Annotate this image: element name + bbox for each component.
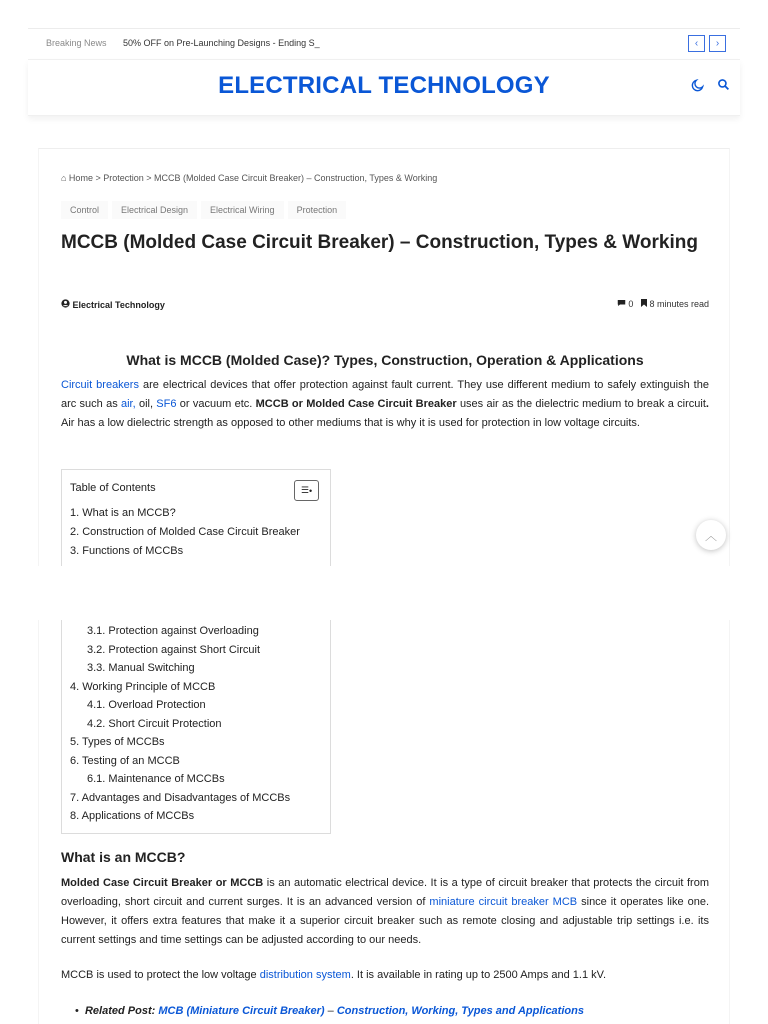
category-tag[interactable]: Protection (288, 201, 347, 219)
author[interactable] (61, 299, 165, 310)
toc-item[interactable]: 4.1. Overload Protection (87, 699, 206, 711)
dot-icon: • (308, 485, 313, 496)
toc-item[interactable]: 7. Advantages and Disadvantages of MCCBs (70, 791, 291, 804)
toc-item[interactable]: 1. What is an MCCB? (70, 507, 176, 519)
toc-item[interactable]: 5. Types of MCCBs (70, 736, 165, 748)
category-tag[interactable]: Electrical Wiring (201, 201, 284, 219)
section-text: MCCB is used to protect the low voltage (61, 969, 260, 981)
table-of-contents-continued (61, 620, 331, 834)
intro-text: are electrical devices that offer protection against fault current. They use different medium to safely extinguish the arc such as (61, 379, 709, 410)
breaking-news-bar (28, 28, 740, 60)
intro-text: Air has a low dielectric strength as opposed to other mediums that is why it is used for protection in low voltage circuits. (61, 417, 640, 429)
read-time: 8 minutes read (649, 299, 709, 309)
chevron-up-icon: ︿ (704, 528, 717, 543)
toc-item[interactable]: 6. Testing of an MCCB (70, 754, 180, 767)
author-name: Electrical Technology (72, 300, 165, 310)
related-sep: – (324, 1005, 337, 1017)
air-link[interactable]: air, (120, 398, 136, 410)
related-post-link[interactable]: Construction, Working, Types and Applications (336, 1005, 584, 1017)
distribution-system-link[interactable]: distribution system (259, 969, 351, 981)
comment-count[interactable]: 0 (628, 299, 634, 309)
breadcrumb[interactable]: ⌂ Home > Protection > MCCB (Molded Case Circuit Breaker) – Construction, Types & Working (61, 173, 438, 183)
ticker-arrows (688, 35, 726, 52)
moon-icon[interactable] (691, 78, 705, 97)
toc-list (70, 622, 290, 826)
table-of-contents (61, 469, 331, 566)
intro-bold: MCCB or Molded Case Circuit Breaker (255, 398, 457, 410)
related-label: Related Post: (84, 1005, 156, 1017)
section-text: . It is available in rating up to 2500 Amps and 1.1 kV. (350, 969, 607, 981)
category-tag[interactable]: Electrical Design (112, 201, 197, 219)
toc-item[interactable]: 2. Construction of Molded Case Circuit Breaker (70, 526, 300, 538)
breaking-news-label: Breaking News (46, 38, 107, 48)
related-post-link[interactable]: MCB (Miniature Circuit Breaker) (158, 1005, 325, 1017)
circuit-breakers-link[interactable]: Circuit breakers (61, 379, 139, 391)
toc-item[interactable]: 8. Applications of MCCBs (70, 810, 195, 822)
category-tags (61, 201, 346, 219)
scroll-to-top-button[interactable] (696, 520, 726, 550)
intro-text: or vacuum etc. (176, 398, 256, 410)
mcb-link[interactable]: miniature circuit breaker MCB (429, 896, 578, 908)
breaking-news-ticker[interactable]: 50% OFF on Pre-Launching Designs - Ending S_ (123, 38, 320, 48)
article-bottom (38, 620, 730, 1024)
section-text: is an automatic electrical device. It is a type of circuit breaker that protects the circuit from overloading, short circuit and current surges. It is an advanced version of (61, 877, 710, 908)
list-icon: ☰ (300, 485, 309, 495)
category-tag[interactable]: Control (61, 201, 108, 219)
user-icon (61, 300, 73, 310)
intro-text: uses air as the dielectric medium to break a circuit (456, 398, 706, 410)
toc-title: Table of Contents (70, 482, 156, 494)
section-text: since it operates like one. However, it offers extra features that make it a superior circuit breaker such as remote closing and adjustable trip settings i.e. its current settings and time settings can be adjusted according to our needs. (61, 896, 710, 946)
search-icon[interactable] (717, 78, 730, 97)
toc-item[interactable]: 4. Working Principle of MCCB (70, 680, 216, 693)
toc-list (70, 504, 300, 561)
toc-item[interactable]: 3.3. Manual Switching (87, 662, 195, 674)
toc-toggle-button[interactable] (294, 480, 319, 501)
related-post (75, 1005, 584, 1017)
page-title: MCCB (Molded Case Circuit Breaker) – Construction, Types & Working (61, 232, 698, 253)
site-logo[interactable]: ELECTRICAL TECHNOLOGY (218, 72, 550, 99)
toc-item[interactable]: 3.1. Protection against Overloading (87, 625, 259, 637)
section-paragraph (61, 874, 709, 950)
bullet-icon: • (75, 1005, 79, 1017)
intro-bold: . (705, 398, 709, 410)
section-paragraph (61, 966, 709, 985)
intro-heading: What is MCCB (Molded Case)? Types, Construction, Operation & Applications (126, 352, 644, 368)
toc-item[interactable]: 3.2. Protection against Short Circuit (87, 643, 261, 656)
intro-text: oil, (135, 398, 157, 410)
toc-item[interactable]: 4.2. Short Circuit Protection (87, 717, 222, 730)
section-heading: What is an MCCB? (61, 849, 186, 865)
post-meta (617, 299, 709, 309)
chevron-left-icon[interactable]: ‹ (688, 35, 705, 52)
section-bold: Molded Case Circuit Breaker or MCCB (61, 877, 264, 889)
intro-paragraph (61, 376, 709, 433)
header-icons (691, 78, 730, 97)
chevron-right-icon[interactable]: › (709, 35, 726, 52)
sf6-link[interactable]: SF6 (156, 398, 177, 410)
toc-item[interactable]: 6.1. Maintenance of MCCBs (87, 773, 225, 785)
site-header (28, 60, 740, 116)
comment-icon (617, 299, 629, 309)
article-top (38, 148, 730, 566)
toc-item[interactable]: 3. Functions of MCCBs (70, 545, 184, 557)
